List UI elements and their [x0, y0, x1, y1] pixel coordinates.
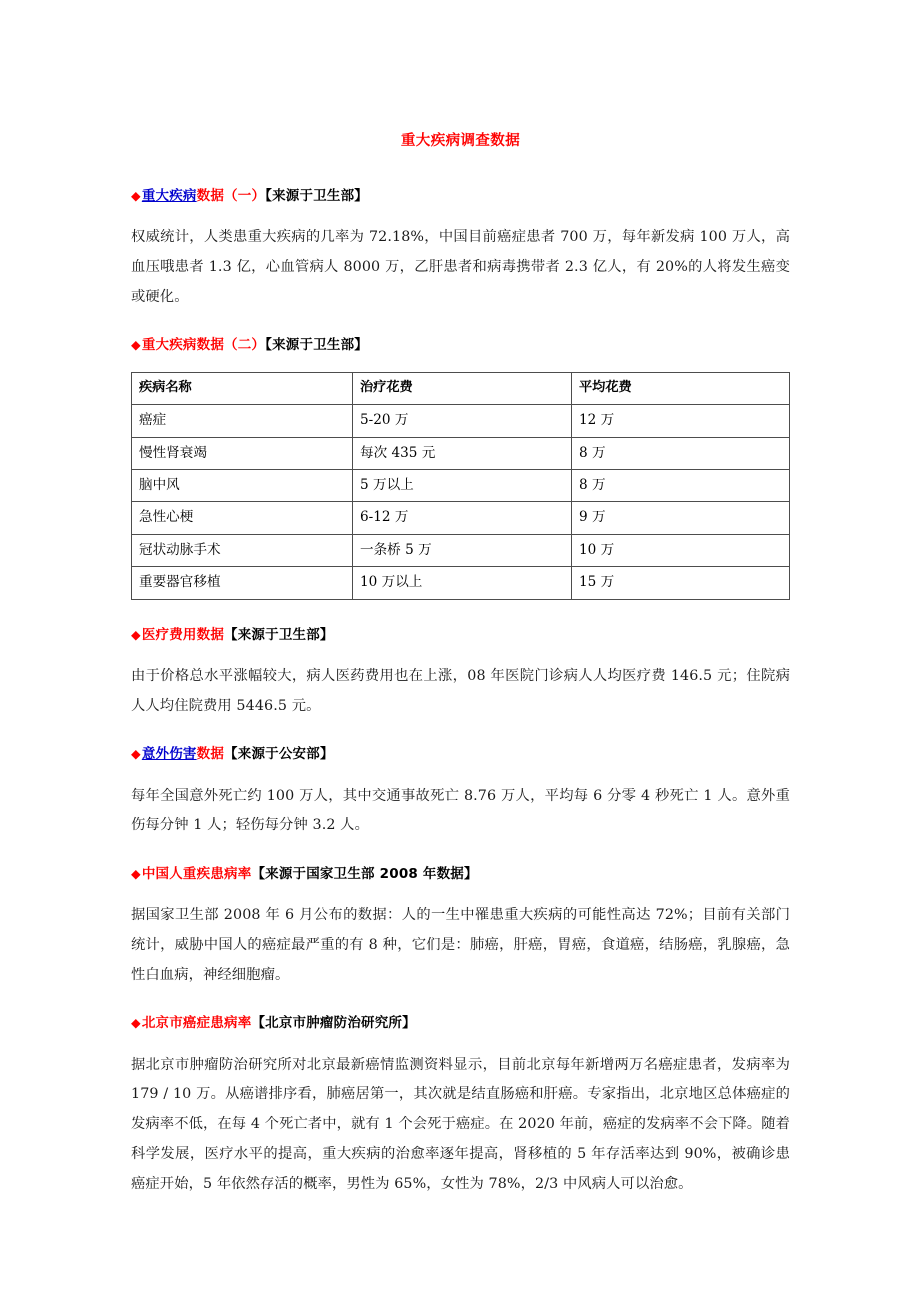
diamond-bullet-icon: ◆: [131, 626, 141, 642]
table-header-row: [132, 373, 790, 405]
table-cell-disease: 脑中风: [132, 470, 353, 502]
table-cell-treatment-cost: 5-20 万: [353, 405, 572, 437]
diamond-bullet-icon: ◆: [131, 1015, 141, 1031]
table-row: [132, 502, 790, 534]
section-heading-red-china-critical-illness-rate: 中国人重疾患病率: [141, 866, 252, 882]
table-row: [132, 567, 790, 599]
table-cell-disease: 慢性肾衰竭: [132, 437, 353, 469]
diamond-bullet-icon: ◆: [131, 337, 141, 353]
section-heading-source-accidental-injury: 【来源于公安部】: [224, 746, 334, 763]
section-heading-major-disease-1: [131, 187, 790, 205]
section-heading-red-major-disease-1: 数据（一）: [196, 187, 266, 204]
diamond-bullet-icon: ◆: [131, 866, 141, 881]
table-row: [132, 405, 790, 437]
table-cell-average-cost: 8 万: [572, 470, 790, 502]
table-cell-treatment-cost: 5 万以上: [353, 470, 572, 502]
section-heading-red-major-disease-2: 重大疾病数据（二）: [141, 337, 266, 354]
section-heading-source-major-disease-1: 【来源于卫生部】: [265, 187, 368, 204]
paragraph-accidental-injury: 每年全国意外死亡约 100 万人，其中交通事故死亡 8.76 万人，平均每 6 分零 4 秒死亡 1 人。意外重伤每分钟 1 人；轻伤每分钟 3.2 人。: [131, 787, 790, 834]
table-cell-treatment-cost: 10 万以上: [353, 567, 572, 599]
table-header-cell: 疾病名称: [132, 373, 353, 405]
table-cell-disease: 急性心梗: [132, 502, 353, 534]
diamond-bullet-icon: ◆: [131, 187, 141, 203]
table-header-cell: 平均花费: [572, 373, 790, 405]
section-heading-source-china-critical-illness-rate: 【来源于国家卫生部 2008 年数据】: [251, 866, 478, 882]
diamond-bullet-icon: ◆: [131, 746, 141, 762]
table-cell-average-cost: 8 万: [572, 437, 790, 469]
table-cell-treatment-cost: 6-12 万: [353, 502, 572, 534]
table-cell-disease: 冠状动脉手术: [132, 534, 353, 566]
section-heading-beijing-cancer-rate: [131, 1014, 790, 1032]
paragraph-medical-cost: 由于价格总水平涨幅较大，病人医药费用也在上涨，08 年医院门诊病人人均医疗费 146.5 元；住院病人人均住院费用 5446.5 元。: [131, 667, 790, 714]
section-heading-red-beijing-cancer-rate: 北京市癌症患病率: [141, 1015, 252, 1032]
table-cell-treatment-cost: 每次 435 元: [353, 437, 572, 469]
page-title: 重大疾病调查数据: [400, 133, 521, 149]
section-heading-major-disease-2: [131, 336, 790, 354]
section-heading-source-medical-cost: 【来源于卫生部】: [224, 626, 334, 643]
table-cell-disease: 重要器官移植: [132, 567, 353, 599]
section-heading-china-critical-illness-rate: [131, 865, 790, 883]
table-cell-average-cost: 12 万: [572, 405, 790, 437]
table-cell-average-cost: 9 万: [572, 502, 790, 534]
table-row: [132, 534, 790, 566]
section-heading-accidental-injury: [131, 745, 790, 763]
table-cell-average-cost: 15 万: [572, 567, 790, 599]
section-heading-source-beijing-cancer-rate: 【北京市肿瘤防治研究所】: [251, 1015, 416, 1032]
paragraph-china-critical-illness-rate: 据国家卫生部 2008 年 6 月公布的数据：人的一生中罹患重大疾病的可能性高达 72%；目前有关部门统计，威胁中国人的癌症最严重的有 8 种，它们是：肺癌，肝癌，胃癌，食道癌，结肠癌，乳腺癌，急性白血病，神经细胞瘤。: [131, 907, 790, 983]
document-content: [131, 132, 790, 1223]
link-major-disease[interactable]: 重大疾病: [141, 187, 197, 204]
table-header-cell: 治疗花费: [353, 373, 572, 405]
table-row: [132, 437, 790, 469]
paragraph-beijing-cancer-rate: 据北京市肿瘤防治研究所对北京最新癌情监测资料显示，目前北京每年新增两万名癌症患者，发病率为 179 / 10 万。从癌谱排序看，肺癌居第一，其次就是结直肠癌和肝癌。专家指出，北京地区总体癌症的发病率不低，在每 4 个死亡者中，就有 1 个会死于癌症。在 2020 年前，癌症的发病率不会下降。随着科学发展，医疗水平的提高，重大疾病的治愈率逐年提高，肾移植的 5 年存活率达到 90%，被确诊患癌症开始，5 年依然存活的概率，男性为 65%，女性为 78%，2/3 中风病人可以治愈。: [131, 1056, 790, 1192]
section-heading-red-medical-cost: 医疗费用数据: [141, 626, 225, 643]
table-cell-disease: 癌症: [132, 405, 353, 437]
link-accidental-injury[interactable]: 意外伤害: [141, 746, 197, 763]
section-heading-red-accidental-injury: 数据: [196, 746, 225, 763]
disease-cost-table: [131, 372, 790, 599]
paragraph-major-disease-1: 权威统计，人类患重大疾病的几率为 72.18%，中国目前癌症患者 700 万，每年新发病 100 万人，高血压哦患者 1.3 亿，心血管病人 8000 万，乙肝患者和病毒携带者 2.3 亿人，有 20%的人将发生癌变或硬化。: [131, 229, 790, 305]
table-row: [132, 470, 790, 502]
section-heading-medical-cost: [131, 626, 790, 644]
section-heading-source-major-disease-2: 【来源于卫生部】: [265, 337, 368, 354]
table-cell-average-cost: 10 万: [572, 534, 790, 566]
table-cell-treatment-cost: 一条桥 5 万: [353, 534, 572, 566]
